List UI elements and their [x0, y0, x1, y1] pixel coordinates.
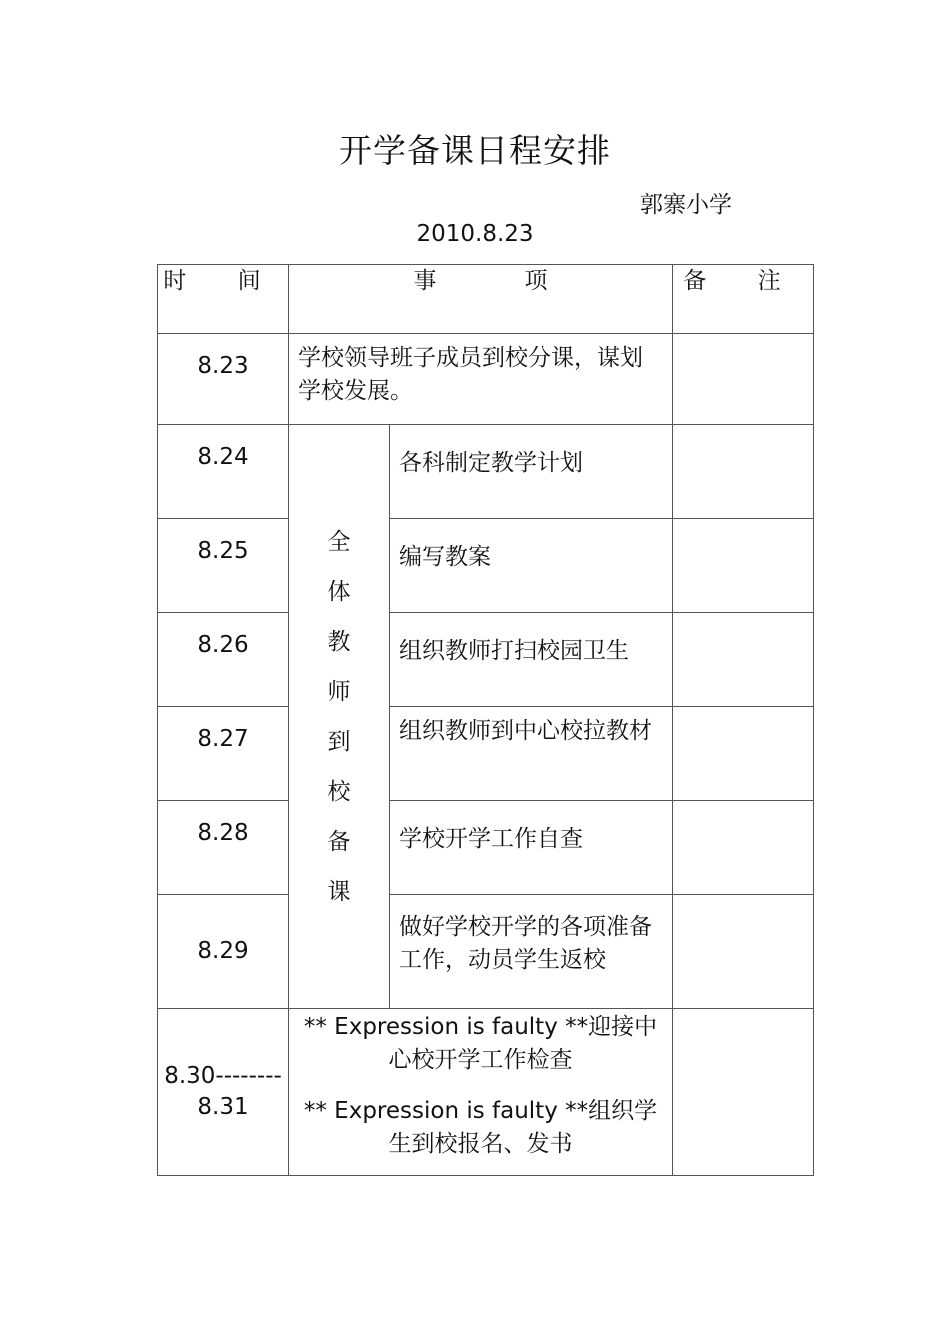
header-note: 备 注 — [673, 265, 814, 334]
group-label-char: 课 — [327, 878, 351, 905]
header-time: 时 间 — [158, 265, 289, 334]
group-label — [289, 425, 390, 1009]
header-item — [289, 265, 673, 334]
table-row — [158, 334, 814, 425]
table-row — [158, 519, 814, 613]
date-cell: 8.23 — [158, 334, 289, 425]
note-cell — [673, 613, 814, 707]
document-date: 2010.8.23 — [416, 221, 534, 247]
table-row — [158, 613, 814, 707]
date-cell: 8.26 — [158, 613, 289, 707]
date-cell: 8.30--------8.31 — [158, 1009, 289, 1176]
document-title: 开学备课日程安排 — [339, 131, 611, 170]
date-cell: 8.29 — [158, 895, 289, 1009]
note-cell — [673, 425, 814, 519]
group-label-char: 到 — [327, 728, 351, 755]
table-row — [158, 707, 814, 801]
table-row — [158, 801, 814, 895]
date-cell: 8.27 — [158, 707, 289, 801]
note-cell — [673, 707, 814, 801]
table-row — [158, 1009, 814, 1176]
group-label-char: 全 — [327, 528, 351, 555]
group-label-char: 师 — [327, 678, 351, 705]
note-cell — [673, 334, 814, 425]
item-cell: 学校领导班子成员到校分课，谋划学校发展。 — [289, 334, 673, 425]
note-cell — [673, 801, 814, 895]
item-cell: 组织教师到中心校拉教材 — [390, 707, 673, 801]
group-label-char: 体 — [327, 578, 351, 605]
group-label-char: 校 — [327, 778, 351, 805]
header-item-right: 项 — [524, 268, 548, 294]
item-paragraph: ** Expression is faulty **组织学生到校报名、发书 — [303, 1098, 658, 1157]
date-cell: 8.24 — [158, 425, 289, 519]
note-cell — [673, 519, 814, 613]
item-cell: 编写教案 — [390, 519, 673, 613]
date-cell: 8.25 — [158, 519, 289, 613]
header-item-left: 事 — [413, 268, 437, 294]
header-row — [158, 265, 814, 334]
group-label-char: 教 — [327, 628, 351, 655]
table-row — [158, 895, 814, 1009]
table-row — [158, 425, 814, 519]
schedule-table — [157, 264, 814, 1176]
item-paragraph: ** Expression is faulty **迎接中心校开学工作检查 — [303, 1014, 658, 1073]
item-cell: 各科制定教学计划 — [390, 425, 673, 519]
school-name: 郭寨小学 — [640, 192, 732, 218]
item-cell: 学校开学工作自查 — [390, 801, 673, 895]
item-cell: 组织教师打扫校园卫生 — [390, 613, 673, 707]
item-cell: 做好学校开学的各项准备工作，动员学生返校 — [390, 895, 673, 1009]
note-cell — [673, 895, 814, 1009]
note-cell — [673, 1009, 814, 1176]
date-cell: 8.28 — [158, 801, 289, 895]
item-cell — [289, 1009, 673, 1176]
group-label-char: 备 — [327, 828, 351, 855]
